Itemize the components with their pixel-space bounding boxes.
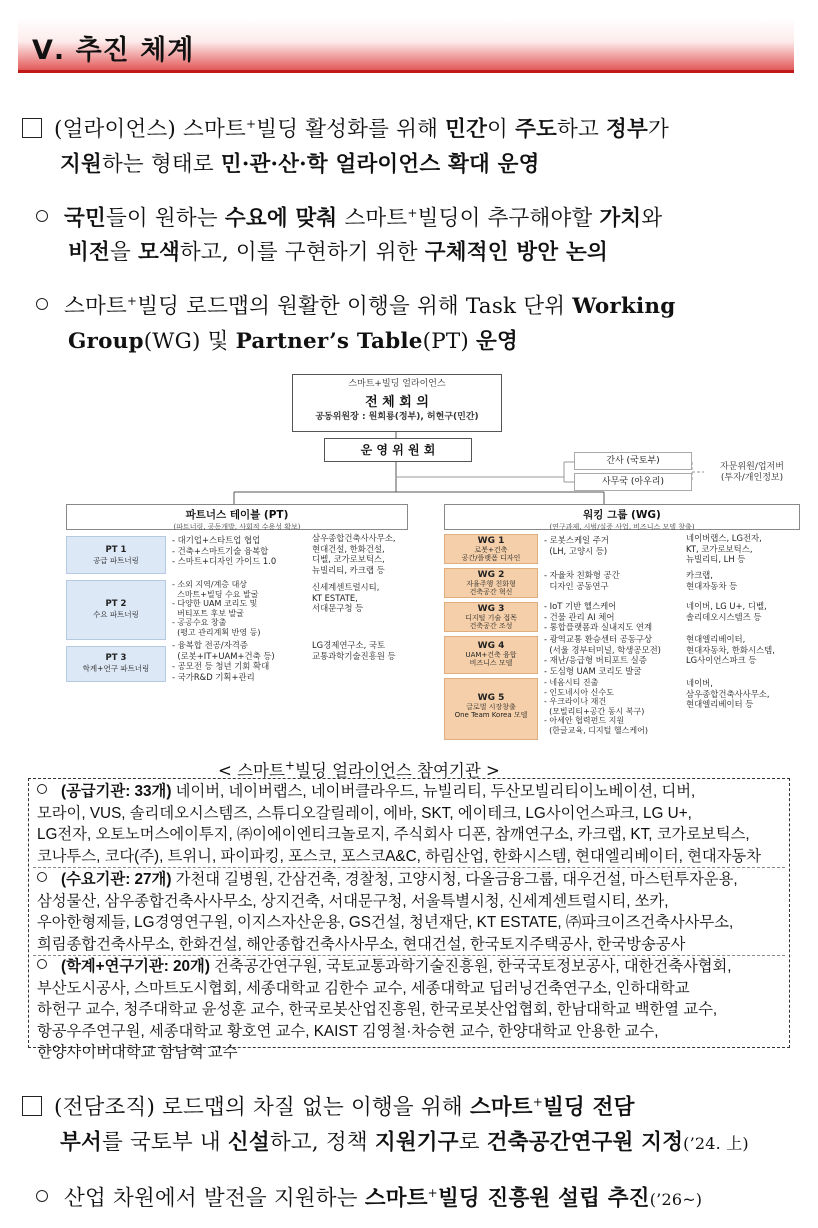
wg-row-tasks: - 자율차 친화형 공간 디자인 공동연구 <box>544 570 620 591</box>
pt-row-label: PT 3 학계+연구 파트너링 <box>66 646 166 682</box>
alliance-bullet2-line1: 스마트+빌딩 로드맵의 원활한 이행을 위해 Task 단위 Working <box>36 289 676 320</box>
wg-row-label: WG 3 디지털 기술 접목 건축공간 조성 <box>444 602 538 632</box>
dedicated-bullet1: 산업 차원에서 발전을 지원하는 스마트+빌딩 진흥원 설립 추진(’26~) <box>36 1181 702 1212</box>
wg-header: 워킹 그룹 (WG) (연구과제, 시범/실증 사업, 비즈니스 모델 창출) <box>444 504 800 530</box>
participants-box <box>28 778 790 1061</box>
circle-bullet-icon <box>36 210 48 222</box>
secretary-box: 간사 (국토부) <box>574 452 692 470</box>
pt-row-tasks: - 대기업+스타트업 협업 - 건축+스마트기술 융복합 - 스마트+디자인 가이드 1.0 <box>172 535 277 566</box>
circle-bullet-icon <box>37 872 47 882</box>
academic-institutions: (학계+연구기관: 20개) 건축공간연구원, 국토교통과학기술진흥원, 한국국토정보공사, 대한건축사협회, 부산도시공사, 스마트도시협회, 세종대학교 김한수 교수, 세종대학교 딥러닝건축연구소, 인하대학교 하헌구 교수, 청주대학교 윤성훈 교수, 한국로봇산업진흥원, 한국로봇산업협회, 한남대학교 백한열 교수, 항공우주연구원, 세종대학교 황호연 교수, KAIST 김영철·차승현 교수, 한양대학교 안용한 교수, 한양사이버대학교 함남혁 교수 <box>37 958 732 1061</box>
pt-row-members: 신세계센트럴시티, KT ESTATE, 서대문구청 등 <box>312 582 380 613</box>
wg-row-members: 현대엘리베이터, 현대자동차, 한화시스템, LG사이언스파크 등 <box>686 634 775 665</box>
section-header <box>18 18 794 73</box>
pt-row-tasks: - 소외 지역/계층 대상 스마트+빌딩 수요 발굴 - 다양한 UAM 코리도 및 버티포트 후보 발굴 - 공공수요 창출 (평고 관리계획 반영 등) <box>172 580 261 637</box>
square-bullet-icon <box>22 118 42 138</box>
demand-institutions: (수요기관: 27개) 가천대 길병원, 간삼건축, 경찰청, 고양시청, 다올금융그룹, 대우건설, 마스턴투자운용, 삼성물산, 삼우종합건축사사무소, 상지건축, 서대문구청, 서울특별시청, 신세계센트럴시티, 쏘카, 우아한형제들, LG경영연구원, 이지스자산운용, GS건설, 청년재단, KT ESTATE, ㈜파크이즈건축사사무소, 희림종합건축사무소, 한화건설, 해안종합건축사사무소, 현대건설, 한국토지주택공사, 한국방송공사 <box>37 871 738 953</box>
pt-row-label: PT 1 공급 파트너링 <box>66 536 166 574</box>
alliance-bullet1-line1: 국민들이 원하는 수요에 맞춰 스마트+빌딩이 추구해야할 가치와 <box>36 201 662 232</box>
wg-row-members: 네이버랩스, LG전자, KT, 코가로보틱스, 뉴빌리티, LH 등 <box>686 533 762 564</box>
alliance-heading-line2: 지원하는 형태로 민·관·산·학 얼라이언스 확대 운영 <box>60 152 540 177</box>
circle-bullet-icon <box>36 298 48 310</box>
plenary-box: 스마트+빌딩 얼라이언스 전 체 회 의 공동위원장 : 원희룡(정부), 허현구(민간) <box>292 374 502 432</box>
dedicated-heading-line1: (전담조직) 로드맵의 차질 없는 이행을 위해 스마트+빌딩 전담 <box>22 1090 635 1121</box>
wg-row-label: WG 4 UAM+건축 융합 비즈니스 모델 <box>444 636 538 674</box>
wg-row-members: 네이버, 삼우종합건축사사무소, 현대엘리베이터 등 <box>686 678 770 709</box>
wg-row-tasks: - IoT 기반 헬스케어 - 건물 관리 AI 체어 - 통합플랫폼과 실내지도 연계 <box>544 601 653 632</box>
wg-row-label: WG 5 글로벌 시장창출 One Team Korea 모델 <box>444 678 538 740</box>
wg-row-label: WG 1 로봇+건축 공간/플랫폼 디자인 <box>444 534 538 564</box>
pt-row-tasks: - 융복합 전공/자격증 (로봇+IT+UAM+건축 등) - 공모전 등 청년 기회 확대 - 국가R&D 기획+관리 <box>172 640 275 682</box>
wg-row-tasks: - 네옴시티 진출 - 인도네시아 신수도 - 우크라이나 재건 (모빌리티+공간 동시 복구) - 아세안 협력펀드 지원 (한글교육, 디지털 헬스케어) <box>544 678 648 735</box>
alliance-bullet2-line2: Group(WG) 및 Partner’s Table(PT) 운영 <box>68 329 518 354</box>
square-bullet-icon <box>22 1096 42 1116</box>
wg-row-label: WG 2 자율주행 친화형 건축공간 혁신 <box>444 568 538 598</box>
section-title: Ⅴ. 추진 체계 <box>32 35 195 66</box>
steering-committee-box: 운 영 위 원 회 <box>324 438 472 462</box>
pt-row-members: LG경제연구소, 국토 교통과학기술진흥원 등 <box>312 640 396 661</box>
pt-header: 파트너스 테이블 (PT) (파트너링, 공동개발, 사회적 수용성 확보) <box>66 504 408 530</box>
divider <box>33 867 785 868</box>
alliance-org-diagram <box>64 372 802 750</box>
advisors-text: 자문위원/업저버 (투자/개인정보) <box>720 462 784 483</box>
wg-row-members: 네이버, LG U+, 디벨, 솔리데오시스템즈 등 <box>686 601 767 622</box>
participants-caption: < 스마트+빌딩 얼라이언스 참여기관 > <box>218 758 500 780</box>
circle-bullet-icon <box>37 959 47 969</box>
wg-row-tasks: - 광역교통 환승센터 공동구상 (서울 경부터미널, 학생공모전) - 재난/응급형 버티포트 실증 - 도심형 UAM 코리도 발굴 <box>544 634 661 676</box>
pt-row-members: 삼우종합건축사사무소, 현대건설, 한화건설, 디벨, 코가로보틱스, 뉴빌리티, 카크랩 등 <box>312 533 396 575</box>
circle-bullet-icon <box>36 1190 48 1202</box>
alliance-bullet1-line2: 비전을 모색하고, 이를 구현하기 위한 구체적인 방안 논의 <box>68 240 608 265</box>
circle-bullet-icon <box>37 784 47 794</box>
supply-institutions: (공급기관: 33개) 네이버, 네이버랩스, 네이버클라우드, 뉴빌리티, 두산모빌리티이노베이션, 디버, 모라이, VUS, 솔리데오시스템즈, 스튜디오갈릴레이, 에바, SKT, 에이테크, LG사이언스파크, LG U+, LG전자, 오토노머스에이투지, ㈜이에이엔티크놀로지, 주식회사 디폰, 참깨연구소, 카크랩, KT, 코가로보틱스, 코나투스, 코다(주), 트위니, 파이파킹, 포스코, 포스코A&C, 하림산업, 한화시스템, 현대엘리베이터, 현대자동차 <box>37 783 761 865</box>
wg-row-members: 카크랩, 현대자동차 등 <box>686 570 738 591</box>
wg-row-tasks: - 로봇스케일 주거 (LH, 고양시 등) <box>544 535 609 556</box>
alliance-heading-line1: (얼라이언스) 스마트+빌딩 활성화를 위해 민간이 주도하고 정부가 <box>22 112 669 143</box>
dedicated-heading-line2: 부서를 국토부 내 신설하고, 정책 지원기구로 건축공간연구원 지정(’24. 上) <box>60 1130 749 1155</box>
pt-row-label: PT 2 수요 파트너링 <box>66 580 166 640</box>
office-box: 사무국 (아우리) <box>574 473 692 491</box>
